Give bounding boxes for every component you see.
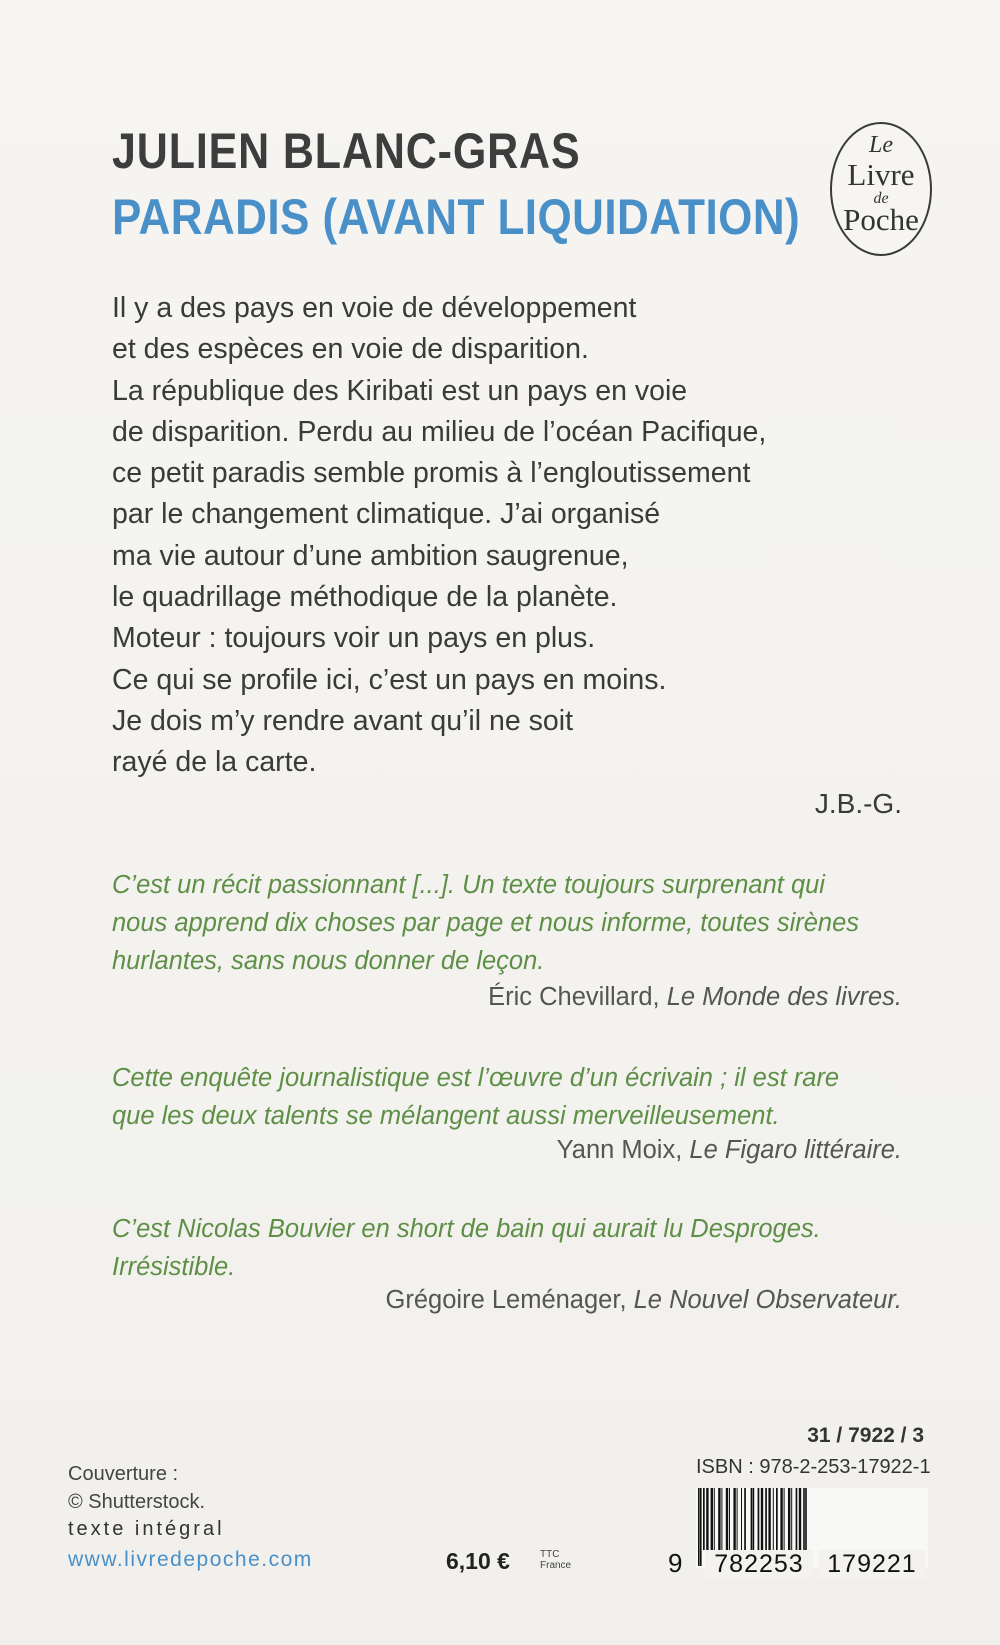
catalog-code: 31 / 7922 / 3: [807, 1424, 924, 1447]
barcode-bar: [721, 1488, 722, 1550]
barcode-guard-bar: [698, 1488, 700, 1566]
barcode-bar: [773, 1488, 774, 1550]
barcode-left-digits: 782253: [705, 1550, 813, 1579]
blurb-line: de disparition. Perdu au milieu de l’océan Pacifique,: [112, 415, 767, 448]
barcode-bar: [733, 1488, 735, 1550]
press-quote: [112, 1059, 902, 1135]
barcode-bar: [776, 1488, 778, 1550]
barcode-bar: [761, 1488, 763, 1550]
quote-source: [488, 983, 902, 1012]
barcode-bar: [784, 1488, 785, 1550]
barcode-first-digit: 9: [668, 1548, 683, 1578]
isbn: ISBN : 978-2-253-17922-1: [696, 1456, 931, 1478]
barcode-bar: [711, 1488, 713, 1550]
blurb-line: le quadrillage méthodique de la planète.: [112, 581, 618, 614]
barcode-bar: [768, 1488, 770, 1550]
quote-line: C’est un récit passionnant [...]. Un texte toujours surprenant qui: [112, 871, 825, 899]
cover-credits: [68, 1460, 205, 1516]
blurb-line: rayé de la carte.: [112, 746, 317, 779]
barcode-bar: [714, 1488, 715, 1550]
blurb-line: Il y a des pays en voie de développement: [112, 292, 637, 324]
book-title: PARADIS (AVANT LIQUIDATION): [112, 189, 801, 245]
quote-publication: Le Figaro littéraire.: [689, 1136, 902, 1164]
barcode-bar: [703, 1488, 705, 1550]
logo-line-1: Le: [869, 132, 893, 158]
price-note-ttc: TTC: [540, 1549, 560, 1560]
price-note: [540, 1549, 571, 1571]
quote-line: hurlantes, sans nous donner de leçon.: [112, 947, 545, 975]
barcode-bar: [796, 1488, 798, 1550]
quote-line: nous apprend dix choses par page et nous informe, toutes sirènes: [112, 909, 860, 937]
barcode-right-digits: 179221: [818, 1550, 926, 1579]
barcode-bar: [758, 1488, 760, 1550]
blurb-line: ma vie autour d’une ambition saugrenue,: [112, 539, 629, 572]
publisher-url[interactable]: www.livredepoche.com: [68, 1548, 313, 1571]
livre-de-poche-logo: [830, 122, 932, 256]
quote-source: [557, 1136, 902, 1165]
price-note-country: France: [540, 1560, 572, 1571]
press-quote: [112, 866, 902, 980]
blurb-line: Je dois m’y rendre avant qu’il ne soit: [112, 704, 573, 737]
blurb-text: [112, 288, 912, 784]
credit-label: Couverture :: [68, 1463, 179, 1485]
integral-text: texte intégral: [68, 1518, 225, 1540]
quote-line: Cette enquête journalistique est l’œuvre d’un écrivain ; il est rare: [112, 1064, 840, 1092]
barcode-bar: [791, 1488, 792, 1550]
barcode-bar: [718, 1488, 720, 1550]
quote-line: que les deux talents se mélangent aussi merveilleusement.: [112, 1102, 780, 1130]
quote-source: [386, 1286, 902, 1315]
quote-author: Yann Moix,: [556, 1136, 690, 1164]
quote-publication: Le Monde des livres.: [666, 983, 902, 1011]
barcode-bar: [780, 1488, 782, 1550]
barcode-bar: [744, 1488, 746, 1550]
barcode-bar: [726, 1488, 728, 1550]
barcode-bar: [799, 1488, 801, 1550]
barcode-bar: [706, 1488, 708, 1550]
barcode-bar: [788, 1488, 790, 1550]
blurb-line: ce petit paradis semble promis à l’engloutissement: [112, 457, 751, 490]
quote-publication: Le Nouvel Observateur.: [633, 1286, 902, 1314]
blurb-signature: J.B.-G.: [814, 788, 902, 819]
blurb-line: Moteur : toujours voir un pays en plus.: [112, 622, 596, 655]
barcode-bar: [737, 1488, 738, 1550]
blurb-line: La république des Kiribati est un pays en voie: [112, 374, 688, 407]
press-quote: [112, 1210, 902, 1286]
price: 6,10 €: [446, 1548, 510, 1574]
quote-line: Irrésistible.: [112, 1253, 236, 1281]
blurb-line: et des espèces en voie de disparition.: [112, 333, 589, 366]
quote-author: Éric Chevillard,: [488, 983, 667, 1011]
credit-value: © Shutterstock.: [68, 1491, 206, 1513]
logo-line-2: Livre: [847, 157, 915, 192]
quote-author: Grégoire Leménager,: [385, 1286, 634, 1314]
logo-line-3: de: [873, 190, 889, 207]
logo-line-4: Poche: [843, 202, 919, 237]
quote-line: C’est Nicolas Bouvier en short de bain qui aurait lu Desproges.: [112, 1215, 821, 1243]
barcode-guard-bar: [700, 1488, 702, 1566]
blurb-line: par le changement climatique. J’ai organisé: [112, 498, 661, 531]
author-name: JULIEN BLANC-GRAS: [112, 123, 581, 179]
barcode-bar: [741, 1488, 742, 1550]
barcode-bar: [765, 1488, 767, 1550]
blurb-line: Ce qui se profile ici, c’est un pays en moins.: [112, 663, 667, 696]
barcode-bar: [729, 1488, 730, 1550]
